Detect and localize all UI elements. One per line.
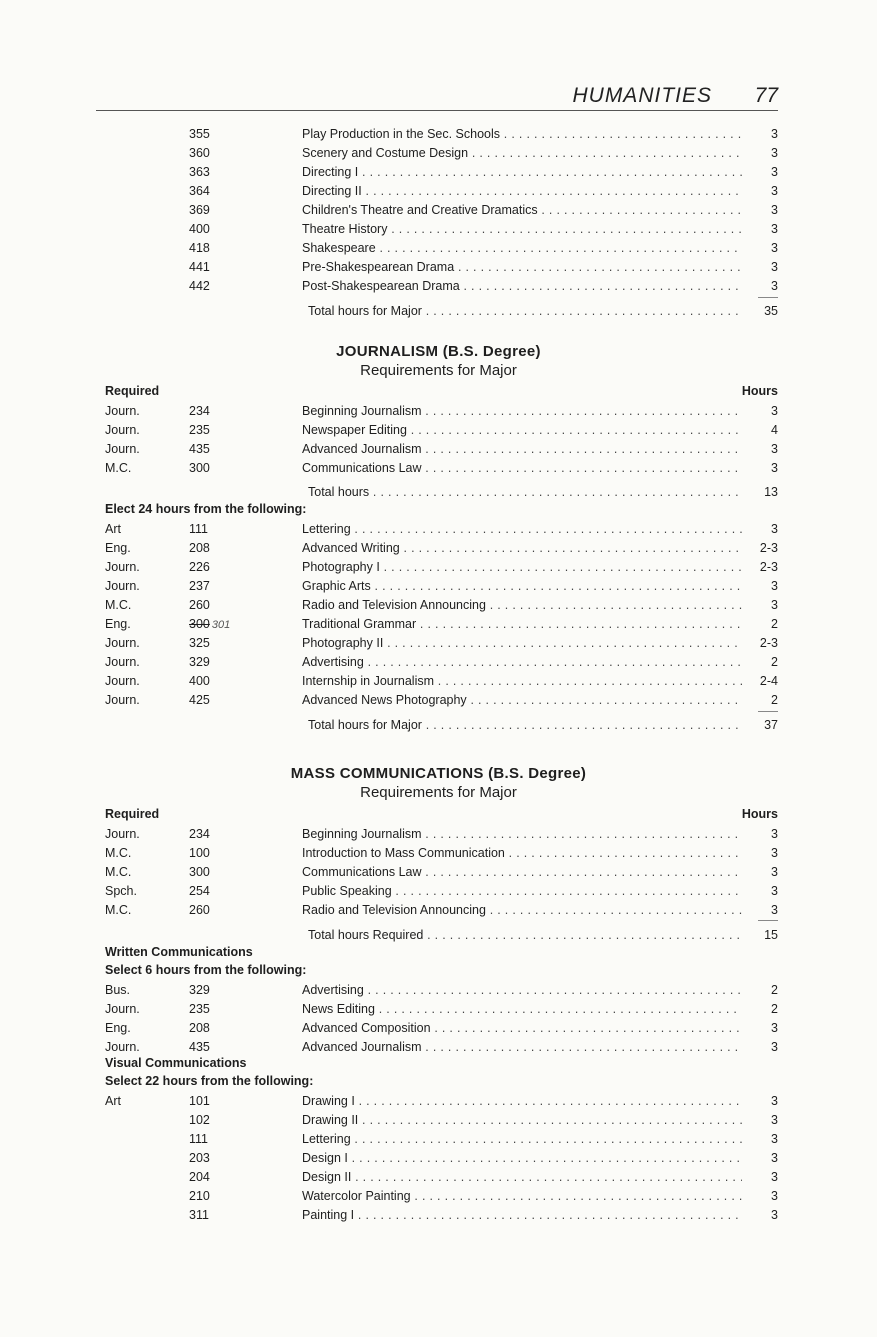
course-row xyxy=(0,539,877,558)
mass-comm-title: MASS COMMUNICATIONS (B.S. Degree) xyxy=(290,765,587,782)
course-hours: 4 xyxy=(771,423,778,437)
course-dept: Journ. xyxy=(105,442,140,456)
course-title: Theatre History . . . xyxy=(302,220,742,239)
course-row xyxy=(0,277,877,296)
course-hours: 2-3 xyxy=(759,560,778,574)
journalism-subtitle: Requirements for Major xyxy=(360,362,517,379)
course-hours: 3 xyxy=(771,203,778,217)
course-title: Internship in Journalism . . . xyxy=(302,672,742,691)
course-title: Play Production in the Sec. Schools . . . xyxy=(302,125,742,144)
course-hours: 3 xyxy=(771,127,778,141)
course-hours: 3 xyxy=(771,1021,778,1035)
course-number: 300 xyxy=(189,865,210,879)
course-number: 260 xyxy=(189,903,210,917)
course-title: Scenery and Costume Design . . . xyxy=(302,144,742,163)
mass-comm-subtitle: Requirements for Major xyxy=(360,784,517,801)
course-dept: Journ. xyxy=(105,1040,140,1054)
course-number: 400 xyxy=(189,674,210,688)
course-row xyxy=(0,1206,877,1225)
course-title: Painting I . . . xyxy=(302,1206,742,1225)
total-label: Total hours Required . . . xyxy=(308,926,742,945)
course-title: Radio and Television Announcing . . . xyxy=(302,596,742,615)
course-dept: Eng. xyxy=(105,617,131,631)
total-hours: 13 xyxy=(764,485,778,499)
course-row xyxy=(0,596,877,615)
course-number: 111 xyxy=(189,1132,209,1146)
course-dept: Journ. xyxy=(105,404,140,418)
course-row xyxy=(0,459,877,478)
course-row xyxy=(0,1130,877,1149)
course-dept: Journ. xyxy=(105,423,140,437)
course-row xyxy=(0,691,877,710)
course-hours: 3 xyxy=(771,903,778,917)
course-row xyxy=(0,1092,877,1111)
course-row xyxy=(0,634,877,653)
course-hours: 2-3 xyxy=(759,541,778,555)
course-title: Advertising . . . xyxy=(302,653,742,672)
course-hours: 3 xyxy=(771,1151,778,1165)
course-number: 254 xyxy=(189,884,210,898)
course-dept: M.C. xyxy=(105,846,132,860)
visual-comm-label: Visual Communications xyxy=(105,1056,247,1070)
course-hours: 3 xyxy=(771,165,778,179)
total-label: Total hours . . . xyxy=(308,483,742,502)
course-number: 418 xyxy=(189,241,210,255)
total-rule xyxy=(758,297,778,298)
course-row xyxy=(0,163,877,182)
course-title: Shakespeare . . . xyxy=(302,239,742,258)
course-row xyxy=(0,558,877,577)
course-title: Design I . . . xyxy=(302,1149,742,1168)
course-number: 235 xyxy=(189,423,210,437)
visual-select-label: Select 22 hours from the following: xyxy=(105,1074,314,1088)
course-dept: M.C. xyxy=(105,903,132,917)
course-row xyxy=(0,520,877,539)
course-hours: 3 xyxy=(771,1208,778,1222)
course-hours: 3 xyxy=(771,260,778,274)
course-number: 226 xyxy=(189,560,210,574)
course-title: Graphic Arts . . . xyxy=(302,577,742,596)
course-hours: 3 xyxy=(771,461,778,475)
course-row xyxy=(0,981,877,1000)
journalism-title: JOURNALISM (B.S. Degree) xyxy=(336,343,541,360)
course-hours: 3 xyxy=(771,598,778,612)
course-dept: Journ. xyxy=(105,1002,140,1016)
course-row xyxy=(0,201,877,220)
course-number: 260 xyxy=(189,598,210,612)
course-number: 425 xyxy=(189,693,210,707)
course-title: Directing I . . . xyxy=(302,163,742,182)
course-title: Advanced Composition . . . xyxy=(302,1019,742,1038)
course-hours: 3 xyxy=(771,522,778,536)
course-row xyxy=(0,1168,877,1187)
header-title: HUMANITIES xyxy=(572,84,712,107)
course-row xyxy=(0,1187,877,1206)
course-number: 329 xyxy=(189,655,210,669)
course-row xyxy=(0,1111,877,1130)
struck-number: 300 xyxy=(189,617,210,631)
course-row xyxy=(0,653,877,672)
course-title: Advanced Journalism . . . xyxy=(302,1038,742,1057)
total-label: Total hours for Major . . . xyxy=(308,302,742,321)
course-title: Beginning Journalism . . . xyxy=(302,825,742,844)
course-row xyxy=(0,402,877,421)
course-title: Newspaper Editing . . . xyxy=(302,421,742,440)
course-title: Drawing II . . . xyxy=(302,1111,742,1130)
course-dept: Art xyxy=(105,522,121,536)
course-number: 210 xyxy=(189,1189,210,1203)
course-row xyxy=(0,258,877,277)
course-number: 363 xyxy=(189,165,210,179)
course-title: Post-Shakespearean Drama . . . xyxy=(302,277,742,296)
course-number: 101 xyxy=(189,1094,210,1108)
course-hours: 3 xyxy=(771,1040,778,1054)
course-hours: 3 xyxy=(771,279,778,293)
course-dept: Journ. xyxy=(105,674,140,688)
course-row xyxy=(0,577,877,596)
course-title: Children's Theatre and Creative Dramatics . . . xyxy=(302,201,742,220)
course-number: 102 xyxy=(189,1113,210,1127)
course-number: 441 xyxy=(189,260,210,274)
total-hours: 35 xyxy=(764,304,778,318)
course-row xyxy=(0,1149,877,1168)
course-row xyxy=(0,863,877,882)
course-row xyxy=(0,421,877,440)
course-dept: Bus. xyxy=(105,983,131,997)
course-hours: 2-3 xyxy=(759,636,778,650)
course-row xyxy=(0,1000,877,1019)
course-row xyxy=(0,1038,877,1057)
course-hours: 2 xyxy=(771,617,778,631)
course-hours: 3 xyxy=(771,184,778,198)
course-number: 360 xyxy=(189,146,210,160)
course-number: 442 xyxy=(189,279,210,293)
page-header xyxy=(96,84,778,111)
course-hours: 3 xyxy=(771,579,778,593)
total-row xyxy=(0,926,877,945)
course-dept: M.C. xyxy=(105,865,132,879)
course-row xyxy=(0,825,877,844)
course-hours: 3 xyxy=(771,1094,778,1108)
course-number-corrected xyxy=(189,615,230,635)
course-title: Photography I . . . xyxy=(302,558,742,577)
page-number: 77 xyxy=(754,84,778,107)
course-dept: Spch. xyxy=(105,884,137,898)
course-number: 435 xyxy=(189,442,210,456)
course-number: 369 xyxy=(189,203,210,217)
required-label: Required xyxy=(105,384,160,398)
course-number: 300 xyxy=(189,461,210,475)
course-number: 325 xyxy=(189,636,210,650)
course-title: News Editing . . . xyxy=(302,1000,742,1019)
course-dept: Journ. xyxy=(105,693,140,707)
course-title: Radio and Television Announcing . . . xyxy=(302,901,742,920)
course-hours: 2 xyxy=(771,1002,778,1016)
course-number: 204 xyxy=(189,1170,210,1184)
course-title: Introduction to Mass Communication . . . xyxy=(302,844,742,863)
hours-label: Hours xyxy=(741,384,778,398)
course-number: 111 xyxy=(189,522,209,536)
course-row xyxy=(0,239,877,258)
course-row xyxy=(0,440,877,459)
course-title: Advertising . . . xyxy=(302,981,742,1000)
course-hours: 3 xyxy=(771,846,778,860)
course-hours: 3 xyxy=(771,1132,778,1146)
course-title: Photography II . . . xyxy=(302,634,742,653)
course-number: 234 xyxy=(189,827,210,841)
course-hours: 3 xyxy=(771,146,778,160)
course-hours: 3 xyxy=(771,1189,778,1203)
course-row xyxy=(0,844,877,863)
course-title: Lettering . . . xyxy=(302,1130,742,1149)
course-hours: 3 xyxy=(771,884,778,898)
course-hours: 3 xyxy=(771,1170,778,1184)
written-select-label: Select 6 hours from the following: xyxy=(105,963,307,977)
course-hours: 3 xyxy=(771,865,778,879)
handwritten-correction: 301 xyxy=(211,619,231,631)
course-title: Advanced Journalism . . . xyxy=(302,440,742,459)
course-title: Communications Law . . . xyxy=(302,863,742,882)
course-dept: M.C. xyxy=(105,598,132,612)
course-title: Advanced News Photography . . . xyxy=(302,691,742,710)
course-title: Drawing I . . . xyxy=(302,1092,742,1111)
course-title: Communications Law . . . xyxy=(302,459,742,478)
course-row xyxy=(0,882,877,901)
course-row xyxy=(0,125,877,144)
course-hours: 2-4 xyxy=(759,674,778,688)
written-comm-label: Written Communications xyxy=(105,945,253,959)
required-label: Required xyxy=(105,807,160,821)
course-dept: Journ. xyxy=(105,655,140,669)
course-title: Directing II . . . xyxy=(302,182,742,201)
course-hours: 3 xyxy=(771,1113,778,1127)
course-hours: 2 xyxy=(771,693,778,707)
course-title: Watercolor Painting . . . xyxy=(302,1187,742,1206)
course-row xyxy=(0,615,877,634)
course-title: Beginning Journalism . . . xyxy=(302,402,742,421)
course-title: Advanced Writing . . . xyxy=(302,539,742,558)
course-number: 435 xyxy=(189,1040,210,1054)
course-number: 208 xyxy=(189,1021,210,1035)
course-hours: 3 xyxy=(771,827,778,841)
course-dept: Eng. xyxy=(105,1021,131,1035)
course-title: Pre-Shakespearean Drama . . . xyxy=(302,258,742,277)
total-label: Total hours for Major . . . xyxy=(308,716,742,735)
course-dept: M.C. xyxy=(105,461,132,475)
course-row xyxy=(0,672,877,691)
total-row xyxy=(0,716,877,735)
course-number: 311 xyxy=(189,1208,209,1222)
course-number: 208 xyxy=(189,541,210,555)
course-number: 400 xyxy=(189,222,210,236)
total-row xyxy=(0,302,877,321)
course-dept: Journ. xyxy=(105,636,140,650)
course-number: 235 xyxy=(189,1002,210,1016)
total-rule xyxy=(758,711,778,712)
course-row xyxy=(0,144,877,163)
course-dept: Journ. xyxy=(105,560,140,574)
course-number: 237 xyxy=(189,579,210,593)
course-title: Traditional Grammar . . . xyxy=(302,615,742,634)
course-hours: 3 xyxy=(771,442,778,456)
course-dept: Eng. xyxy=(105,541,131,555)
total-row xyxy=(0,483,877,502)
total-hours: 37 xyxy=(764,718,778,732)
course-row xyxy=(0,182,877,201)
course-hours: 2 xyxy=(771,983,778,997)
course-dept: Journ. xyxy=(105,579,140,593)
course-number: 329 xyxy=(189,983,210,997)
course-dept: Journ. xyxy=(105,827,140,841)
hours-label: Hours xyxy=(741,807,778,821)
elect-label: Elect 24 hours from the following: xyxy=(105,502,307,516)
course-hours: 3 xyxy=(771,222,778,236)
course-hours: 3 xyxy=(771,404,778,418)
course-title: Lettering . . . xyxy=(302,520,742,539)
course-title: Design II . . . xyxy=(302,1168,742,1187)
total-hours: 15 xyxy=(764,928,778,942)
course-row xyxy=(0,220,877,239)
course-hours: 3 xyxy=(771,241,778,255)
course-row xyxy=(0,901,877,920)
course-hours: 2 xyxy=(771,655,778,669)
course-dept: Art xyxy=(105,1094,121,1108)
course-number: 234 xyxy=(189,404,210,418)
course-row xyxy=(0,1019,877,1038)
course-number: 355 xyxy=(189,127,210,141)
course-number: 100 xyxy=(189,846,210,860)
total-rule xyxy=(758,920,778,921)
course-number: 203 xyxy=(189,1151,210,1165)
course-number: 364 xyxy=(189,184,210,198)
course-title: Public Speaking . . . xyxy=(302,882,742,901)
